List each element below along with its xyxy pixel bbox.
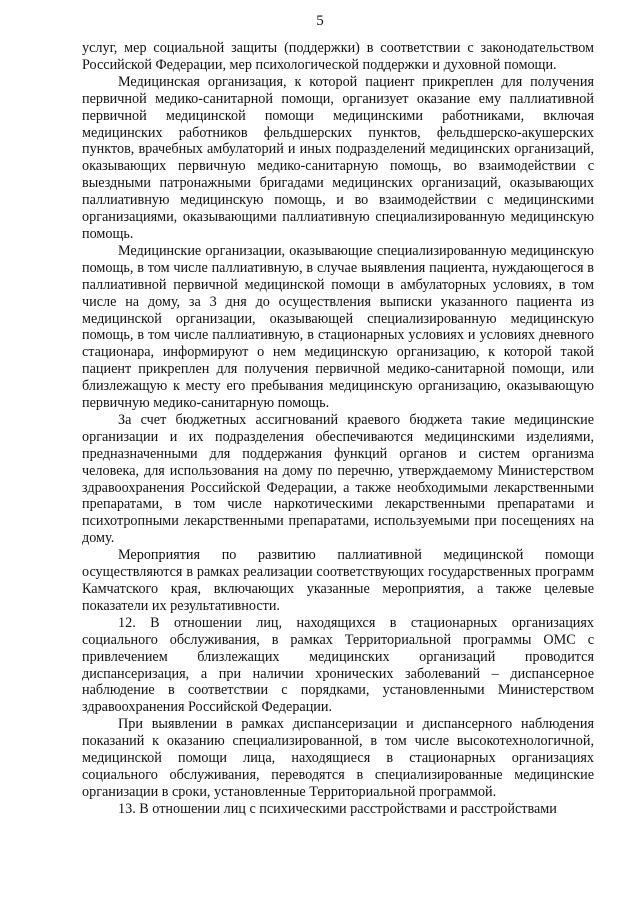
paragraph-discharge-notification: Медицинские организации, оказывающие специализированную медицинскую помощь, в том числе паллиативную, в случае выявления пациента, нуждающегося в паллиативной первичной медицинской помощи в амбулаторных условиях, в том числе на дому, за 3 дня до осуществления выписки указанного пациента из медицинской организации, оказывающей специализированную медицинскую помощь, в том числе паллиативную, в стационарных условиях и условиях дневного стационара, информируют о нем медицинскую организацию, к которой такой пациент прикреплен для получения первичной медико-санитарной помощи, или близлежащую к месту его пребывания медицинскую организацию, оказывающую первичную медико-санитарную помощь.	[82, 242, 594, 412]
paragraph-continuation: услуг, мер социальной защиты (поддержки) в соответствии с законодательством Российской Федерации, мер психологической поддержки и духовной помощи.	[82, 40, 594, 73]
paragraph-development-programs: Мероприятия по развитию паллиативной медицинской помощи осуществляются в рамках реализации соответствующих государственных программ Камчатского края, включающих указанные мероприятия, а также целевые показатели их результативности.	[82, 547, 594, 614]
paragraph-item-13: 13. В отношении лиц с психическими расстройствами и расстройствами	[118, 800, 557, 817]
document-body	[82, 40, 594, 818]
page-number: 5	[316, 13, 324, 29]
paragraph-specialized-transfer: При выявлении в рамках диспансеризации и диспансерного наблюдения показаний к оказанию специализированной, в том числе высокотехнологичной, медицинской помощи лица, находящиеся в стационарных организациях социального обслуживания, переводятся в специализированные медицинские организации в сроки, установленные Территориальной программой.	[82, 716, 594, 800]
paragraph-budget-provision: За счет бюджетных ассигнований краевого бюджета такие медицинские организации и их подразделения обеспечиваются медицинскими изделиями, предназначенными для поддержания функций органов и систем организма человека, для использования на дому по перечню, утверждаемому Министерством здравоохранения Российской Федерации, а также необходимыми лекарственными препаратами, в том числе наркотическими лекарственными препаратами и психотропными лекарственными препаратами, используемыми при посещениях на дому.	[82, 411, 594, 547]
paragraph-primary-care-palliative: Медицинская организация, к которой пациент прикреплен для получения первичной медико-санитарной помощи, организует оказание ему паллиативной первичной медицинской помощи медицинскими работниками, включая медицинских работников фельдшерских пунктов, фельдшерско-акушерских пунктов, врачебных амбулаторий и иных подразделений медицинских организаций, оказывающих первичную медико-санитарную помощь, во взаимодействии с выездными патронажными бригадами медицинских организаций, оказывающих паллиативную медицинскую помощь, и во взаимодействии с медицинскими организациями, оказывающими паллиативную специализированную медицинскую помощь.	[82, 73, 594, 242]
paragraph-item-12: 12. В отношении лиц, находящихся в стационарных организациях социального обслуживания, в рамках Территориальной программы ОМС с привлечением близлежащих медицинских организаций проводится диспансеризация, а при наличии хронических заболеваний – диспансерное наблюдение в соответствии с порядками, установленными Министерством здравоохранения Российской Федерации.	[82, 614, 594, 716]
